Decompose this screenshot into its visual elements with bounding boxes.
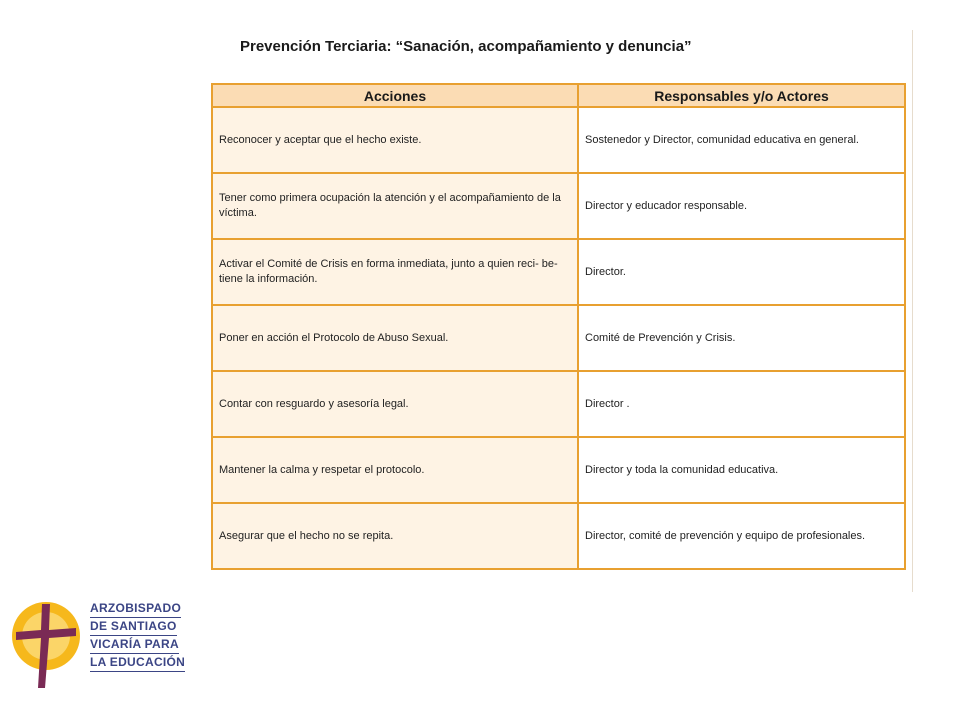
responsible-cell: Director. [578, 239, 905, 305]
table-header-row [212, 84, 905, 107]
action-cell: Mantener la calma y respetar el protocolo. [212, 437, 578, 503]
logo-line: LA EDUCACIÓN [90, 654, 185, 672]
table-row [212, 503, 905, 569]
action-cell: Poner en acción el Protocolo de Abuso Sexual. [212, 305, 578, 371]
table-row [212, 371, 905, 437]
responsible-cell: Director, comité de prevención y equipo de profesionales. [578, 503, 905, 569]
arzobispado-logo [8, 592, 186, 692]
table-row [212, 239, 905, 305]
logo-text [90, 600, 185, 672]
logo-line: DE SANTIAGO [90, 618, 177, 636]
logo-line: VICARÍA PARA [90, 636, 179, 654]
action-cell: Reconocer y aceptar que el hecho existe. [212, 107, 578, 173]
table-row [212, 437, 905, 503]
responsible-cell: Director y toda la comunidad educativa. [578, 437, 905, 503]
responsible-cell: Director . [578, 371, 905, 437]
action-cell: Asegurar que el hecho no se repita. [212, 503, 578, 569]
action-cell: Activar el Comité de Crisis en forma inmediata, junto a quien reci- be- tiene la información. [212, 239, 578, 305]
page-title: Prevención Terciaria: “Sanación, acompañamiento y denuncia” [240, 38, 692, 55]
page-edge-line [912, 30, 913, 592]
responsible-cell: Comité de Prevención y Crisis. [578, 305, 905, 371]
cross-sun-icon [8, 592, 88, 692]
logo-line: ARZOBISPADO [90, 600, 181, 618]
header-responsables: Responsables y/o Actores [578, 84, 905, 107]
header-acciones: Acciones [212, 84, 578, 107]
protocol-table [211, 83, 906, 570]
action-cell: Tener como primera ocupación la atención y el acompañamiento de la víctima. [212, 173, 578, 239]
table-row [212, 305, 905, 371]
action-cell: Contar con resguardo y asesoría legal. [212, 371, 578, 437]
table-row [212, 173, 905, 239]
table-row [212, 107, 905, 173]
responsible-cell: Sostenedor y Director, comunidad educativa en general. [578, 107, 905, 173]
responsible-cell: Director y educador responsable. [578, 173, 905, 239]
